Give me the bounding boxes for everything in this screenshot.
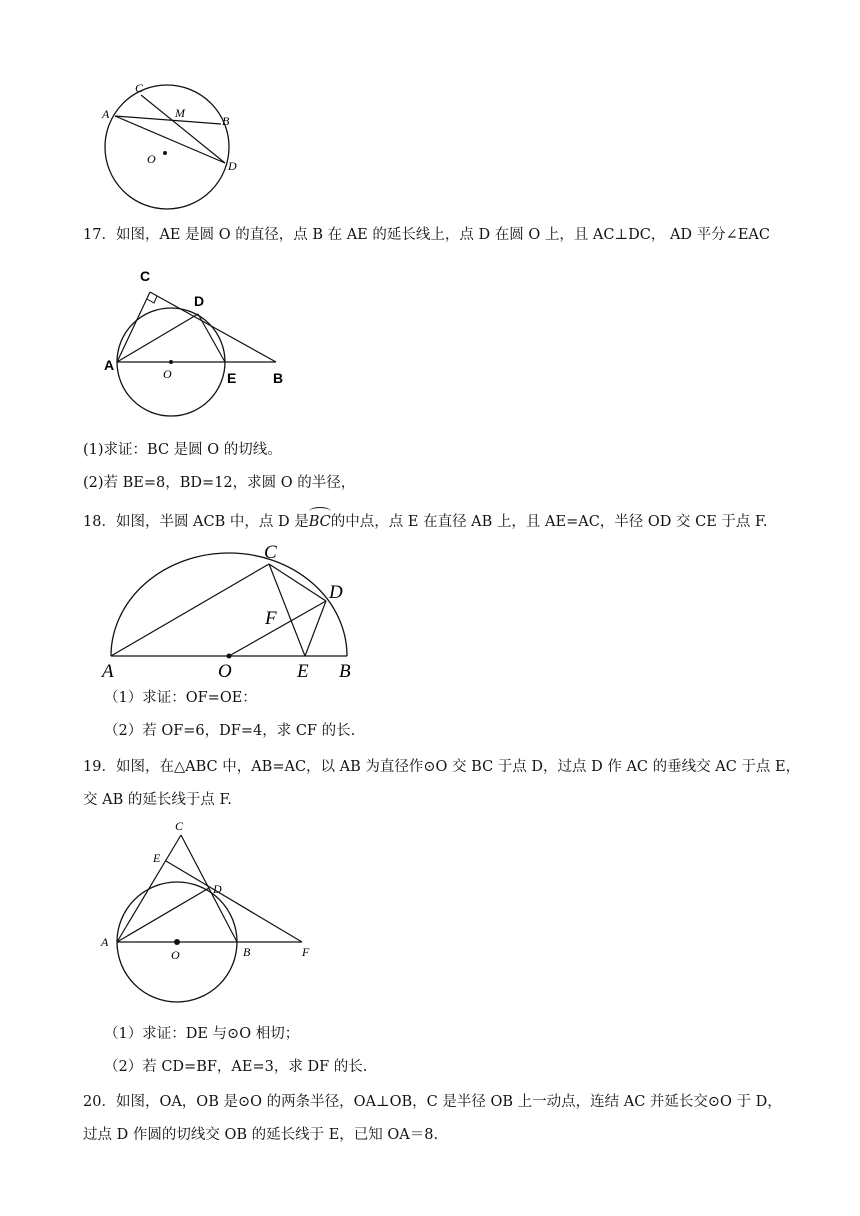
q16-label-C: C <box>135 81 144 95</box>
q19-label-C: C <box>175 819 184 833</box>
q16-label-M: M <box>175 106 185 120</box>
q19-statement-line1: 19．如图，在△ABC 中，AB=AC，以 AB 为直径作⊙O 交 BC 于点 D，过点 D 作 AC 的垂线交 AC 于点 E， <box>83 759 801 775</box>
q17-label-D: D <box>194 293 205 309</box>
q17-part2: (2)若 BE=8，BD=12，求圆 O 的半径， <box>83 475 356 491</box>
q19-part1: （1）求证：DE 与⊙O 相切； <box>104 1026 300 1042</box>
q18-label-B: B <box>339 661 351 682</box>
q20-statement-line1: 20．如图，OA，OB 是⊙O 的两条半径，OA⊥OB，C 是半径 OB 上一动点，连结 AC 并延长交⊙O 于 D， <box>83 1094 782 1110</box>
q19-label-B: B <box>243 945 251 959</box>
q19-label-F: F <box>302 945 310 959</box>
q18-arc-label: BC <box>308 514 331 530</box>
q16-label-A: A <box>102 107 110 121</box>
q16-label-D: D <box>228 159 237 173</box>
q18-figure <box>95 540 375 685</box>
q16-figure <box>95 75 255 210</box>
q19-label-A: A <box>101 935 109 949</box>
q19-center-dot <box>174 939 180 945</box>
q18-label-D: D <box>329 582 343 603</box>
q20-statement-line2: 过点 D 作圆的切线交 OB 的延长线于 E，已知 OA＝8. <box>83 1127 439 1143</box>
q18-text-after: 的中点，点 E 在直径 AB 上，且 AE=AC，半径 OD 交 CE 于点 F. <box>330 514 768 530</box>
q17-center-dot <box>169 360 173 364</box>
q18-part1: （1）求证：OF=OE： <box>104 690 257 706</box>
q18-label-F: F <box>265 608 277 629</box>
q17-line-CB <box>150 292 276 362</box>
q18-center-dot <box>227 654 232 659</box>
q18-semicircle <box>111 553 347 656</box>
q18-label-A: A <box>102 661 114 682</box>
q17-line-AD <box>117 314 198 362</box>
q18-line-AC <box>111 564 269 656</box>
q19-label-E: E <box>153 851 161 865</box>
q18-label-C: C <box>264 542 277 563</box>
q18-label-O: O <box>218 661 232 682</box>
q17-label-O: O <box>163 367 172 381</box>
q16-label-B: B <box>222 114 230 128</box>
q19-part2: （2）若 CD=BF，AE=3，求 DF 的长. <box>104 1059 368 1075</box>
q19-label-D: D <box>213 882 222 896</box>
q19-label-O: O <box>171 948 180 962</box>
q18-text-before: 18．如图，半圆 ACB 中，点 D 是 <box>83 514 309 530</box>
q19-line-AC <box>117 835 181 942</box>
q17-part1: (1)求证：BC 是圆 O 的切线。 <box>83 442 282 458</box>
q18-label-E: E <box>297 661 309 682</box>
q19-figure <box>95 815 325 1005</box>
q18-line-OD <box>229 601 326 656</box>
q17-label-E: E <box>227 370 237 386</box>
q17-line-AC <box>117 292 150 362</box>
q17-right-angle-mark <box>147 296 157 303</box>
q17-label-A: A <box>104 357 115 373</box>
q19-line-AD <box>117 888 209 942</box>
q16-circle <box>105 85 229 209</box>
q18-part2: （2）若 OF=6，DF=4，求 CF 的长. <box>104 723 356 739</box>
q18-line-CD <box>269 564 326 601</box>
q19-statement-line2: 交 AB 的延长线于点 F. <box>83 792 232 808</box>
q17-label-C: C <box>140 268 151 284</box>
q17-statement: 17．如图，AE 是圆 O 的直径，点 B 在 AE 的延长线上，点 D 在圆 O 上，且 AC⊥DC， AD 平分∠EAC <box>83 227 770 243</box>
q18-statement <box>83 512 767 532</box>
q16-label-O: O <box>147 152 156 166</box>
q17-line-DE <box>198 314 225 362</box>
q18-line-DE <box>305 601 326 656</box>
q16-center-dot <box>163 151 167 155</box>
q17-label-B: B <box>273 370 284 386</box>
q17-figure <box>100 262 300 417</box>
